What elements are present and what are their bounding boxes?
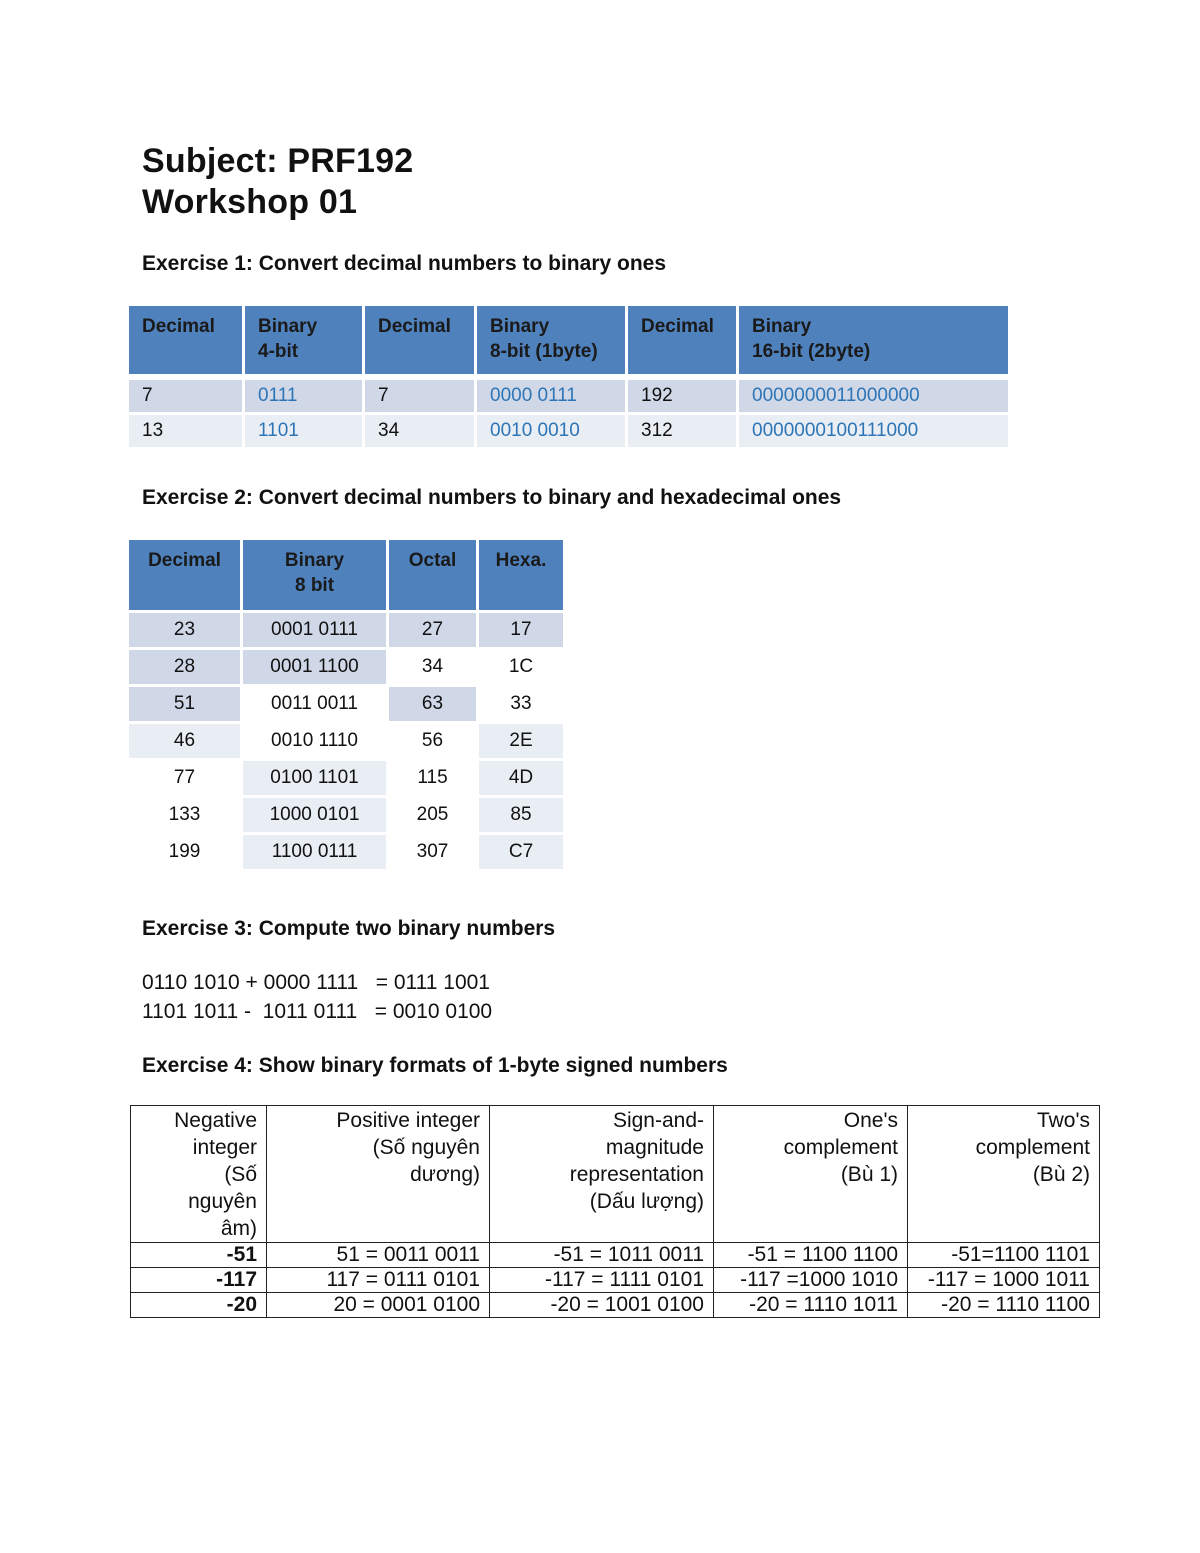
table-header-row [129, 540, 563, 610]
table-row [131, 1268, 1100, 1293]
decimal-cell: 192 [628, 380, 736, 412]
column-header-label: Decimal [641, 316, 714, 337]
octal-cell: 115 [417, 767, 448, 788]
binary-subtraction-line: 1101 1011 - 1011 0111 = 0010 0100 [142, 1000, 493, 1023]
column-header-label: Binary 16-bit (2byte) [752, 316, 871, 362]
column-header-label: Negative integer (Số nguyên âm) [174, 1109, 257, 1240]
exercise-4-table [130, 1105, 1100, 1318]
column-header-label: Decimal [142, 316, 215, 337]
table-header-row [129, 306, 1008, 374]
binary-cell: 1101 [245, 415, 362, 447]
exercise-2-table [126, 537, 566, 872]
table-row [131, 1243, 1100, 1268]
negative-integer-cell: -20 [131, 1293, 267, 1318]
decimal-cell: 13 [129, 415, 242, 447]
binary-addition-line: 0110 1010 + 0000 1111 = 0111 1001 [142, 971, 490, 994]
column-header-label: Sign-and- magnitude representation (Dấu lượng) [569, 1109, 704, 1213]
column-header [477, 306, 625, 374]
binary-cell: 0001 1100 [243, 650, 386, 684]
ones-complement-cell: -51 = 1100 1100 [714, 1243, 908, 1268]
column-header [243, 540, 386, 610]
hexa-cell: C7 [479, 835, 563, 869]
column-header [908, 1106, 1100, 1243]
exercise-2-heading: Exercise 2: Convert decimal numbers to binary and hexadecimal ones [142, 486, 842, 509]
exercise-3-heading: Exercise 3: Compute two binary numbers [142, 917, 556, 940]
positive-integer-cell: 20 = 0001 0100 [267, 1293, 490, 1318]
ones-complement-cell: -117 =1000 1010 [714, 1268, 908, 1293]
hexa-cell: 17 [479, 613, 563, 647]
table-row [131, 1293, 1100, 1318]
binary-cell: 0011 0011 [271, 693, 358, 714]
exercise-1-table [126, 303, 1011, 450]
octal-cell: 56 [421, 730, 444, 751]
twos-complement-cell: -20 = 1110 1100 [908, 1293, 1100, 1318]
decimal-cell: 23 [129, 613, 240, 647]
octal-cell: 205 [416, 804, 449, 825]
octal-cell: 34 [421, 656, 444, 677]
column-header-label: One's complement (Bù 1) [783, 1109, 898, 1186]
sign-magnitude-cell: -20 = 1001 0100 [490, 1293, 714, 1318]
table-row [129, 380, 1008, 412]
octal-cell: 27 [389, 613, 476, 647]
octal-cell: 63 [389, 687, 476, 721]
table-row [129, 415, 1008, 447]
positive-integer-cell: 51 = 0011 0011 [267, 1243, 490, 1268]
column-header [365, 306, 474, 374]
decimal-cell: 312 [628, 415, 736, 447]
sign-magnitude-cell: -117 = 1111 0101 [490, 1268, 714, 1293]
decimal-cell: 28 [129, 650, 240, 684]
negative-integer-cell: -51 [131, 1243, 267, 1268]
column-header-label: Positive integer (Số nguyên dương) [336, 1109, 480, 1186]
column-header-label: Octal [408, 550, 457, 571]
column-header [245, 306, 362, 374]
hexa-cell: 85 [479, 798, 563, 832]
decimal-cell: 7 [129, 380, 242, 412]
column-header-label: Binary 8-bit (1byte) [490, 316, 598, 362]
decimal-cell: 7 [365, 380, 474, 412]
column-header-label: Binary 8 bit [284, 550, 345, 596]
workshop-title: Workshop 01 [142, 183, 358, 221]
column-header-label: Decimal [148, 550, 221, 571]
binary-cell: 0100 1101 [243, 761, 386, 795]
column-header [739, 306, 1008, 374]
table-row [129, 687, 563, 721]
table-row [129, 724, 563, 758]
sign-magnitude-cell: -51 = 1011 0011 [490, 1243, 714, 1268]
column-header [129, 306, 242, 374]
decimal-cell: 51 [129, 687, 240, 721]
hexa-cell: 1C [508, 656, 534, 677]
exercise-4-heading: Exercise 4: Show binary formats of 1-byte signed numbers [142, 1054, 728, 1077]
decimal-cell: 46 [129, 724, 240, 758]
binary-cell: 0000000011000000 [739, 380, 1008, 412]
column-header [267, 1106, 490, 1243]
decimal-cell: 34 [365, 415, 474, 447]
binary-cell: 1100 0111 [243, 835, 386, 869]
octal-cell: 307 [416, 841, 449, 862]
table-row [129, 798, 563, 832]
table-row [129, 650, 563, 684]
column-header [129, 540, 240, 610]
exercise-1-heading: Exercise 1: Convert decimal numbers to binary ones [142, 252, 667, 275]
table-row [129, 761, 563, 795]
table-row [129, 835, 563, 869]
column-header-label: Binary 4-bit [258, 316, 318, 362]
column-header [490, 1106, 714, 1243]
hexa-cell: 2E [479, 724, 563, 758]
ones-complement-cell: -20 = 1110 1011 [714, 1293, 908, 1318]
binary-cell: 0111 [245, 380, 362, 412]
binary-cell: 0010 1110 [271, 730, 358, 751]
decimal-cell: 77 [173, 767, 196, 788]
binary-cell: 0001 0111 [243, 613, 386, 647]
hexa-cell: 33 [510, 693, 532, 714]
positive-integer-cell: 117 = 0111 0101 [267, 1268, 490, 1293]
binary-cell: 0000 0111 [477, 380, 625, 412]
subject-title: Subject: PRF192 [142, 142, 414, 180]
column-header-label: Hexa. [495, 550, 547, 571]
decimal-cell: 199 [168, 841, 201, 862]
twos-complement-cell: -117 = 1000 1011 [908, 1268, 1100, 1293]
binary-cell: 1000 0101 [243, 798, 386, 832]
column-header [628, 306, 736, 374]
twos-complement-cell: -51=1100 1101 [908, 1243, 1100, 1268]
binary-cell: 0010 0010 [477, 415, 625, 447]
decimal-cell: 133 [168, 804, 201, 825]
column-header [479, 540, 563, 610]
negative-integer-cell: -117 [131, 1268, 267, 1293]
column-header [131, 1106, 267, 1243]
table-row [129, 613, 563, 647]
column-header-label: Two's complement (Bù 2) [975, 1109, 1090, 1186]
column-header-label: Decimal [378, 316, 451, 337]
binary-cell: 0000000100111000 [739, 415, 1008, 447]
hexa-cell: 4D [479, 761, 563, 795]
column-header [389, 540, 476, 610]
table-header-row [131, 1106, 1100, 1243]
column-header [714, 1106, 908, 1243]
